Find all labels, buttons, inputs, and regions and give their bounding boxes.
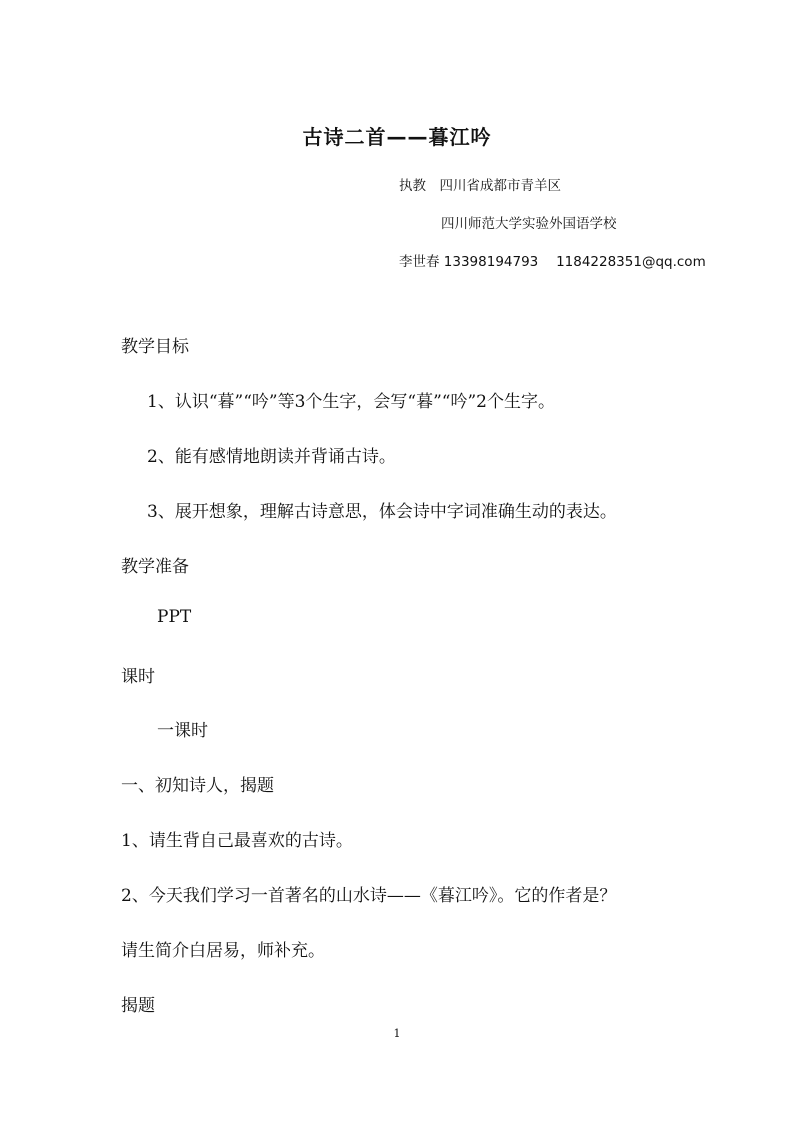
step-1-item-4: 揭题 <box>121 996 155 1016</box>
goal-item-2: 2、能有感情地朗读并背诵古诗。 <box>147 447 396 467</box>
goal-item-1: 1、认识“暮”“吟”等3个生字，会写“暮”“吟”2个生字。 <box>147 392 555 412</box>
school-line: 四川师范大学实验外国语学校 <box>441 216 617 232</box>
document-title: 古诗二首——暮江吟 <box>302 125 492 149</box>
page-number: 1 <box>393 1027 401 1040</box>
period-heading: 课时 <box>121 667 155 687</box>
step-1-item-2: 2、今天我们学习一首著名的山水诗——《暮江吟》。它的作者是？ <box>121 886 617 906</box>
goals-heading: 教学目标 <box>121 337 189 357</box>
step-1-item-3: 请生简介白居易，师补充。 <box>121 941 325 961</box>
step-1-heading: 一、初知诗人，揭题 <box>121 776 274 796</box>
period-item: 一课时 <box>157 721 208 741</box>
contact-line: 李世春 13398194793 1184228351@qq.com <box>399 254 706 270</box>
step-1-item-1: 1、请生背自己最喜欢的古诗。 <box>121 831 353 851</box>
prep-heading: 教学准备 <box>121 557 189 577</box>
goal-item-3: 3、展开想象，理解古诗意思，体会诗中字词准确生动的表达。 <box>147 502 617 522</box>
prep-item: PPT <box>157 607 192 627</box>
teacher-line: 执教 四川省成都市青羊区 <box>399 178 561 194</box>
